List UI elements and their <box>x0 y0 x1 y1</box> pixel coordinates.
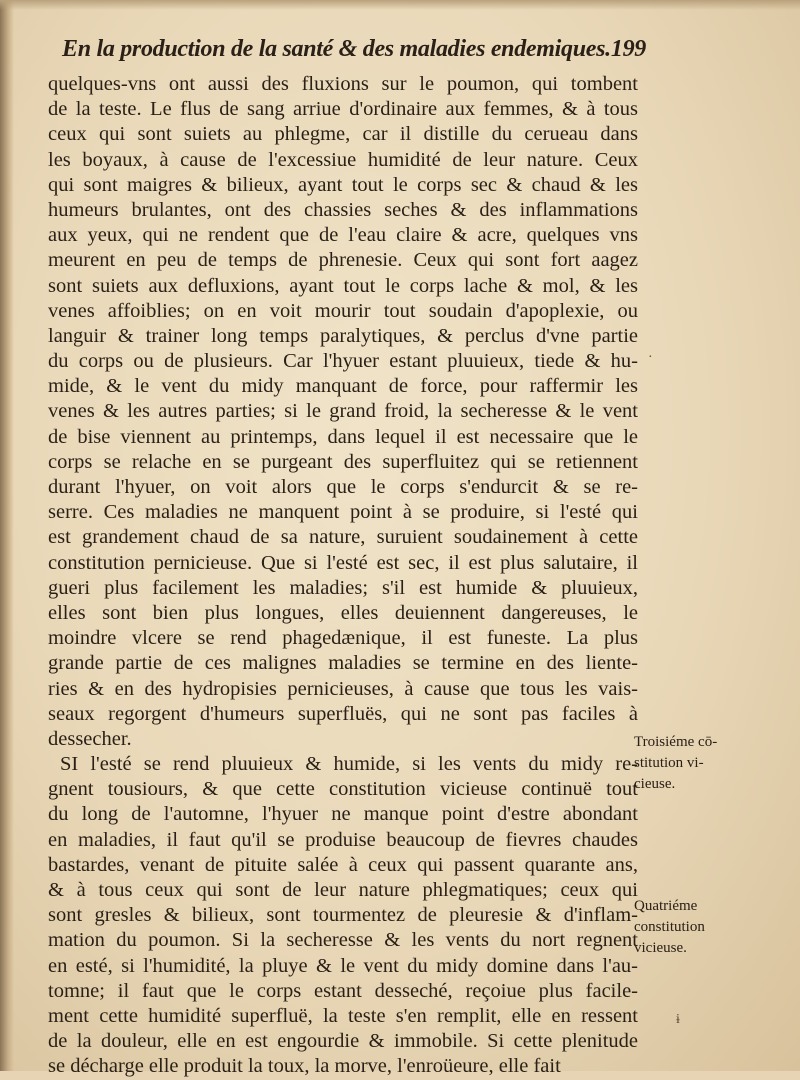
text-line: ment cette humidité superfluë, la teste s'en remplit, elle en ressent <box>48 1004 638 1027</box>
text-line: ceux qui sont suiets au phlegme, car il distille du cerueau dans <box>48 123 638 146</box>
text-line: qui sont maigres & bilieux, ayant tout le corps sec & chaud & les <box>48 173 638 196</box>
text-line: sont suiets aux defluxions, ayant tout le corps lache & mol, & les <box>48 274 638 297</box>
page-number: 199 <box>610 36 646 62</box>
text-line: durant l'hyuer, on voit alors que le corps s'endurcit & se re- <box>48 476 638 498</box>
text-line: & à tous ceux qui sont de leur nature phlegmatiques; ceux qui <box>48 879 638 901</box>
text-line: de la douleur, elle en est engourdie & immobile. Si cette plenitude <box>48 1030 638 1053</box>
text-line: se décharge elle produit la toux, la morve, l'enroüeure, elle fait <box>48 1055 561 1078</box>
text-line: moindre vlcere se rend phagedænique, il est funeste. La plus <box>48 627 638 650</box>
margin-note-line: cieuse. <box>634 776 676 792</box>
body-text <box>48 72 638 1080</box>
text-line: les boyaux, à cause de l'excessiue humidité de leur nature. Ceux <box>48 148 638 171</box>
text-line: meurent en peu de temps de phrenesie. Ceux qui sont fort aagez <box>48 249 638 272</box>
text-line: bastardes, venant de pituite salée à ceux qui passent quarante ans, <box>48 853 638 876</box>
margin-note-fourth-constitution <box>634 896 764 959</box>
text-line: grande partie de ces malignes maladies se termine en des liente- <box>48 652 638 675</box>
text-line: en maladies, il faut qu'il se produise beaucoup de fievres chaudes <box>48 828 638 851</box>
text-line: sont gresles & bilieux, sont tourmentez de pleuresie & d'inflam- <box>48 904 638 927</box>
binding-edge <box>0 0 14 1071</box>
margin-note-third-constitution <box>634 732 764 795</box>
text-line: mation du poumon. Si la secheresse & les vents du nort regnent <box>48 929 638 952</box>
margin-note-line: Troisiéme cō- <box>634 734 718 750</box>
text-line: de bise viennent au printemps, dans lequel il est necessaire que le <box>48 425 638 448</box>
text-line: du corps ou de plusieurs. Car l'hyuer estant pluuieux, tiede & hu- <box>48 350 638 373</box>
text-line: SI l'esté se rend pluuieux & humide, si les vents du midy re- <box>60 753 638 776</box>
text-line: mide, & le vent du midy manquant de force, pour raffermir les <box>48 375 638 398</box>
text-line: gueri plus facilement les maladies; s'il est humide & pluuieux, <box>48 576 638 599</box>
margin-note-line: vicieuse. <box>634 940 687 956</box>
text-line: corps se relache en se purgeant des superfluitez qui se retiennent <box>48 450 638 473</box>
running-header <box>62 36 646 63</box>
text-line: dessecher. <box>48 727 132 750</box>
text-line: venes & les autres parties; si le grand froid, la secheresse & le vent <box>48 400 638 423</box>
text-line: ries & en des hydropisies pernicieuses, à cause que tous les vais- <box>48 677 638 700</box>
text-line: quelques-vns ont aussi des fluxions sur le poumon, qui tombent <box>48 73 638 95</box>
running-title: En la production de la santé & des maladies endemiques. <box>62 36 611 62</box>
top-edge <box>0 0 800 10</box>
text-line: tomne; il faut que le corps estant desseché, reçoiue plus facile- <box>48 979 638 1002</box>
text-line: humeurs brulantes, ont des chassies seches & des inflammations <box>48 198 638 221</box>
text-line: en esté, si l'humidité, la pluye & le vent du midy domine dans l'au- <box>48 954 638 977</box>
text-line: languir & trainer long temps paralytiques, & perclus d'vne partie <box>48 324 638 347</box>
text-line: serre. Ces maladies ne manquent point à se produire, si l'esté qui <box>48 501 638 524</box>
text-line: seaux regorgent d'humeurs superfluës, qui ne sont pas faciles à <box>48 702 638 725</box>
margin-note-line: Quatriéme <box>634 898 698 914</box>
margin-speck: ɨ <box>676 1012 680 1027</box>
text-line: du long de l'automne, l'hyuer ne manque point d'estre abondant <box>48 803 638 826</box>
text-line: aux yeux, qui ne rendent que de l'eau claire & acre, quelques vns <box>48 224 638 247</box>
margin-note-line: stitution vi- <box>634 755 704 771</box>
text-line: gnent tousiours, & que cette constitution vicieuse continuë tout <box>48 778 638 801</box>
text-line: venes affoiblies; on en voit mourir tout soudain d'apoplexie, ou <box>48 299 638 322</box>
margin-note-line: constitution <box>634 919 705 935</box>
text-line: elles sont bien plus longues, elles deuiennent dangereuses, le <box>48 601 638 624</box>
text-line: de la teste. Le flus de sang arriue d'ordinaire aux femmes, & à tous <box>48 98 638 121</box>
margin-speck: · <box>648 350 653 365</box>
text-line: est grandement chaud de sa nature, suruient soudainement à cette <box>48 526 638 549</box>
text-line: constitution pernicieuse. Que si l'esté est sec, il est plus salutaire, il <box>48 551 638 574</box>
